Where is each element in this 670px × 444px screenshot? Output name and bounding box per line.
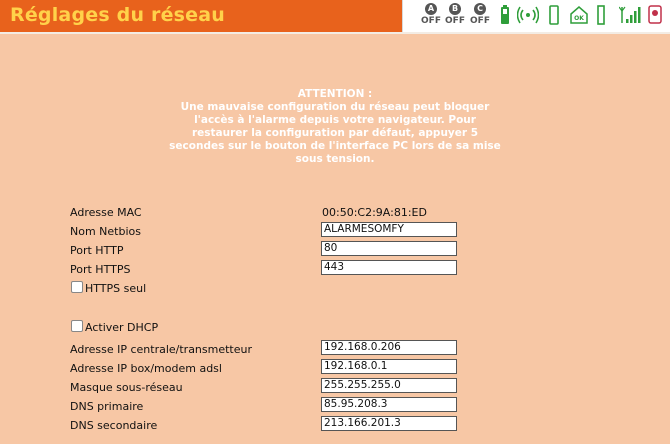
ip-box-label: Adresse IP box/modem adsl [70,362,222,375]
https-only-label: HTTPS seul [85,282,147,295]
netbios-label: Nom Netbios [70,225,141,238]
zone-b-status [444,3,466,27]
page-header [0,0,670,34]
ip-central-field[interactable]: 192.168.0.206 [321,340,457,355]
warning-title: ATTENTION : [297,88,373,100]
dns-primary-label: DNS primaire [70,400,144,413]
sim-icon [596,5,606,25]
zone-b-state: OFF [445,16,465,26]
https-only-checkbox[interactable] [71,281,83,293]
mac-value: 00:50:C2:9A:81:ED [322,206,427,219]
radio-signal-icon [517,5,539,25]
dhcp-checkbox[interactable] [71,320,83,332]
dhcp-option[interactable] [71,320,158,334]
device-icon [548,5,560,25]
zone-b-icon: B [449,3,461,15]
warning-body: Une mauvaise configuration du réseau peut bloquer l'accès à l'alarme depuis votre navigateur. Pour restaurer la configuration par défaut, appuyer 5 secondes sur le bouton de l'interface PC lors de sa mise sous tension. [169,101,501,165]
zone-a-state: OFF [421,16,441,26]
svg-text:OK: OK [574,15,584,22]
battery-icon [500,5,510,25]
http-port-label: Port HTTP [70,244,124,257]
netbios-field[interactable]: ALARMESOMFY [321,222,457,237]
subnet-mask-label: Masque sous-réseau [70,381,183,394]
mac-label: Adresse MAC [70,206,142,219]
status-bar [402,0,670,32]
zone-c-status [469,3,491,27]
subnet-mask-field[interactable]: 255.255.255.0 [321,378,457,393]
ok-house-icon [569,5,589,25]
ip-box-field[interactable]: 192.168.0.1 [321,359,457,374]
dns-primary-field[interactable]: 85.95.208.3 [321,397,457,412]
dhcp-label: Activer DHCP [85,321,159,334]
dns-secondary-field[interactable]: 213.166.201.3 [321,416,457,431]
alarm-icon [648,5,662,25]
https-port-field[interactable]: 443 [321,260,457,275]
zone-c-state: OFF [470,16,490,26]
page-title: Réglages du réseau [10,4,226,26]
dns-secondary-label: DNS secondaire [70,419,158,432]
https-port-label: Port HTTPS [70,263,131,276]
http-port-field[interactable]: 80 [321,241,457,256]
zone-a-status [420,3,442,27]
network-warning [168,88,502,166]
gsm-signal-icon [619,5,641,25]
ip-central-label: Adresse IP centrale/transmetteur [70,343,253,356]
zone-a-icon: A [425,3,437,15]
zone-c-icon: C [474,3,486,15]
https-only-option[interactable] [71,281,146,295]
